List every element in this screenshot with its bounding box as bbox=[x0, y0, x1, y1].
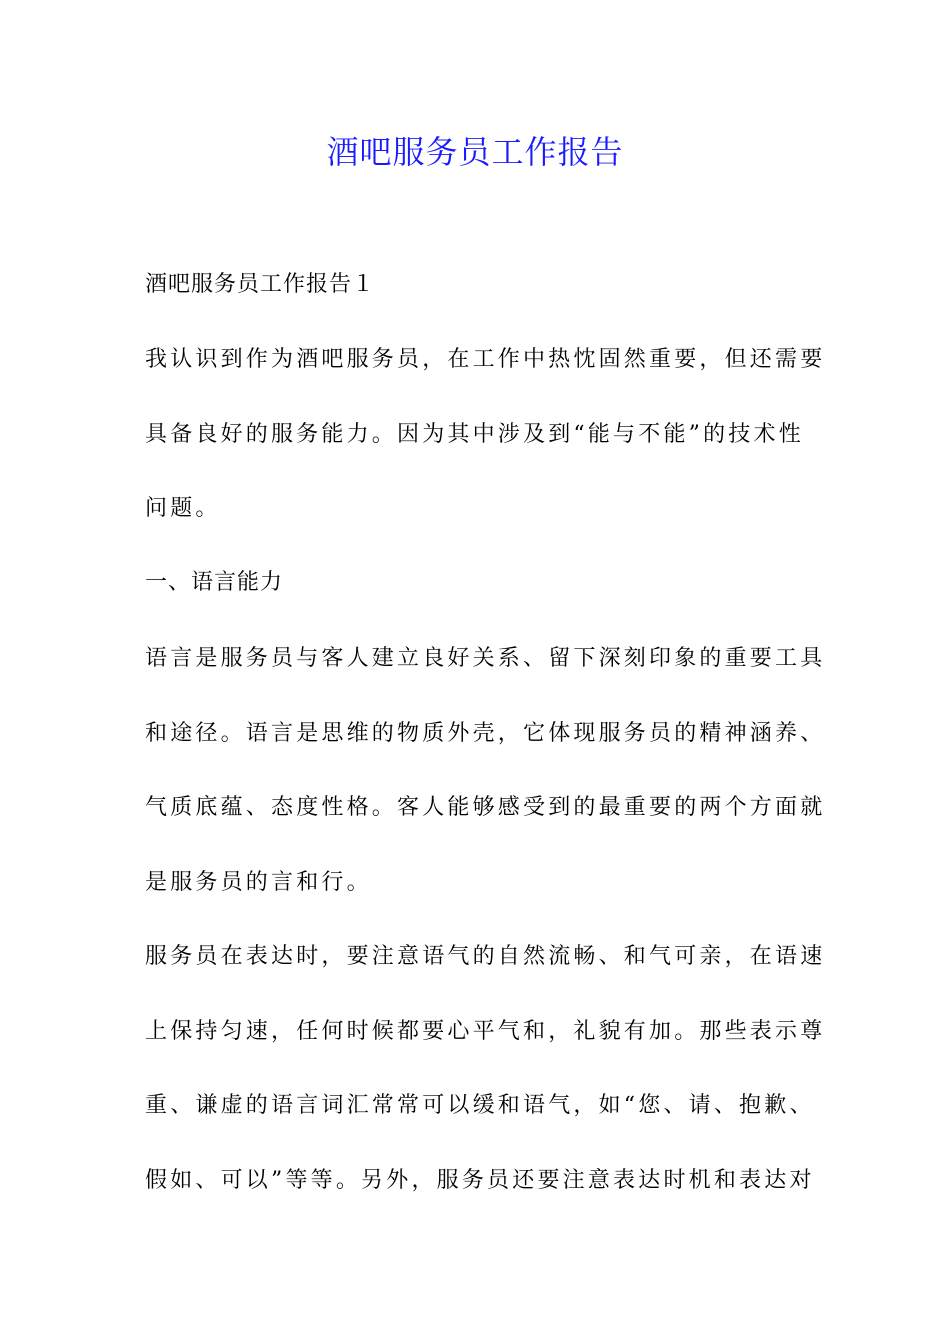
paragraph-line: 和途径。语言是思维的物质外壳，它体现服务员的精神涵养、 bbox=[145, 720, 826, 746]
paragraph-2 bbox=[145, 622, 826, 920]
paragraph-line: 是服务员的言和行。 bbox=[145, 869, 372, 895]
paragraph-line: 服务员在表达时，要注意语气的自然流畅、和气可亲，在语速 bbox=[145, 944, 826, 969]
paragraph-1 bbox=[145, 323, 826, 547]
paragraph-line: 气质底蕴、态度性格。客人能够感受到的最重要的两个方面就 bbox=[145, 795, 826, 820]
paragraph-line: 语言是服务员与客人建立良好关系、留下深刻印象的重要工具 bbox=[145, 646, 826, 671]
section-title: 酒吧服务员工作报告１ bbox=[145, 272, 376, 297]
section-heading: 一、语言能力 bbox=[145, 570, 284, 595]
paragraph-line: 假如、可以”等等。另外，服务员还要注意表达时机和表达对 bbox=[145, 1167, 815, 1193]
paragraph-line: 上保持匀速，任何时候都要心平气和，礼貌有加。那些表示尊 bbox=[145, 1018, 826, 1044]
paragraph-line: 问题。 bbox=[145, 496, 221, 521]
paragraph-line: 重、谦虚的语言词汇常常可以缓和语气，如“您、请、抱歉、 bbox=[145, 1093, 815, 1118]
paragraph-3 bbox=[145, 920, 826, 1218]
document-title: 酒吧服务员工作报告 bbox=[326, 133, 624, 171]
paragraph-line: 我认识到作为酒吧服务员，在工作中热忱固然重要，但还需要 bbox=[145, 347, 826, 372]
paragraph-line: 具备良好的服务能力。因为其中涉及到“能与不能”的技术性 bbox=[145, 421, 804, 447]
